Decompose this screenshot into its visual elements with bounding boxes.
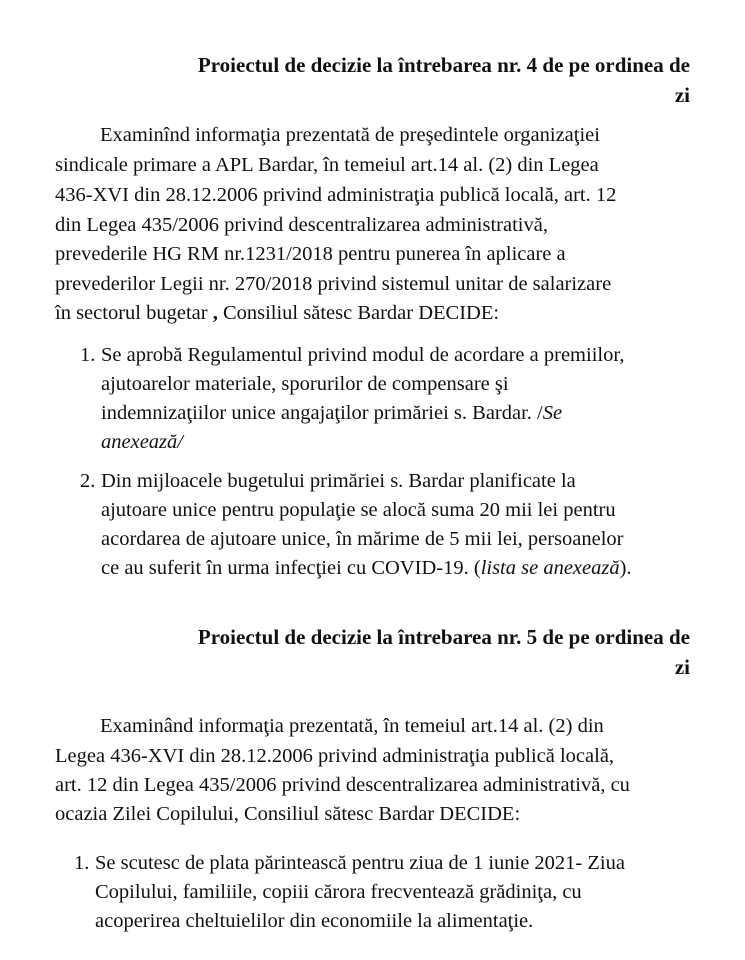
- item-italic-text: lista se anexează: [480, 557, 620, 579]
- preamble-text: în sectorul bugetar: [55, 302, 213, 324]
- item-number: 2.: [80, 470, 96, 492]
- item-line: acoperirea cheltuielilor din economiile la alimentaţie.: [95, 910, 534, 932]
- preamble-line: ocazia Zilei Copilului, Consiliul sătesc Bardar DECIDE:: [55, 803, 521, 825]
- preamble-line: prevederilor Legii nr. 270/2018 privind sistemul unitar de salarizare: [55, 273, 612, 295]
- item-line: Din mijloacele bugetului primăriei s. Bardar planificate la: [101, 470, 576, 492]
- section-2-title-line: Proiectul de decizie la întrebarea nr. 5 de pe ordinea de: [197, 625, 690, 649]
- bold-comma: ,: [212, 302, 218, 324]
- item-line: Copilului, familiile, copiii cărora frecventează grădiniţa, cu: [95, 881, 582, 903]
- section-1-title-line: Proiectul de decizie la întrebarea nr. 4 de pe ordinea de: [197, 53, 690, 77]
- item-line: ajutoare unice pentru populaţie se alocă suma 20 mii lei pentru: [101, 499, 616, 521]
- preamble-line: Examinînd informaţia prezentată de preşedintele organizaţiei: [100, 124, 600, 146]
- item-line: ajutoarelor materiale, sporurilor de compensare şi: [101, 373, 509, 395]
- preamble-line: Examinând informaţia prezentată, în temeiul art.14 al. (2) din: [100, 715, 604, 737]
- section-2-title-cont: zi: [674, 655, 690, 679]
- item-number: 1.: [80, 344, 96, 366]
- item-italic-text: Se: [542, 402, 563, 424]
- preamble-text: Consiliul sătesc Bardar DECIDE:: [217, 302, 500, 324]
- item-text: ce au suferit în urma infecţiei cu COVID-19. (: [101, 557, 481, 579]
- preamble-line: art. 12 din Legea 435/2006 privind descentralizarea administrativă, cu: [55, 774, 630, 796]
- item-italic-text: anexează/: [101, 431, 183, 453]
- section-1-title: [0, 50, 690, 110]
- preamble-line: Legea 436-XVI din 28.12.2006 privind administraţia publică locală,: [55, 745, 615, 767]
- item-line: [101, 399, 562, 427]
- item-line: [101, 554, 632, 582]
- section-2-title: [0, 622, 690, 682]
- item-line: acordarea de ajutoare unice, în mărime de 5 mii lei, persoanelor: [101, 528, 624, 550]
- preamble-line: 436-XVI din 28.12.2006 privind administraţia publică locală, art. 12: [55, 184, 617, 206]
- preamble-line: din Legea 435/2006 privind descentralizarea administrativă,: [55, 214, 548, 236]
- preamble-line: sindicale primare a APL Bardar, în temeiul art.14 al. (2) din Legea: [55, 154, 599, 176]
- item-number: 1.: [74, 852, 90, 874]
- item-line: Se scutesc de plata părintească pentru ziua de 1 iunie 2021- Ziua: [95, 852, 625, 874]
- item-line: Se aprobă Regulamentul privind modul de acordare a premiilor,: [101, 344, 625, 366]
- section-1-title-cont: zi: [674, 83, 690, 107]
- item-text: indemnizaţiilor unice angajaţilor primăriei s. Bardar. /: [101, 402, 543, 424]
- item-text: ).: [619, 557, 632, 579]
- preamble-line: [55, 299, 499, 327]
- item-line: [101, 428, 183, 456]
- preamble-line: prevederile HG RM nr.1231/2018 pentru punerea în aplicare a: [55, 243, 566, 265]
